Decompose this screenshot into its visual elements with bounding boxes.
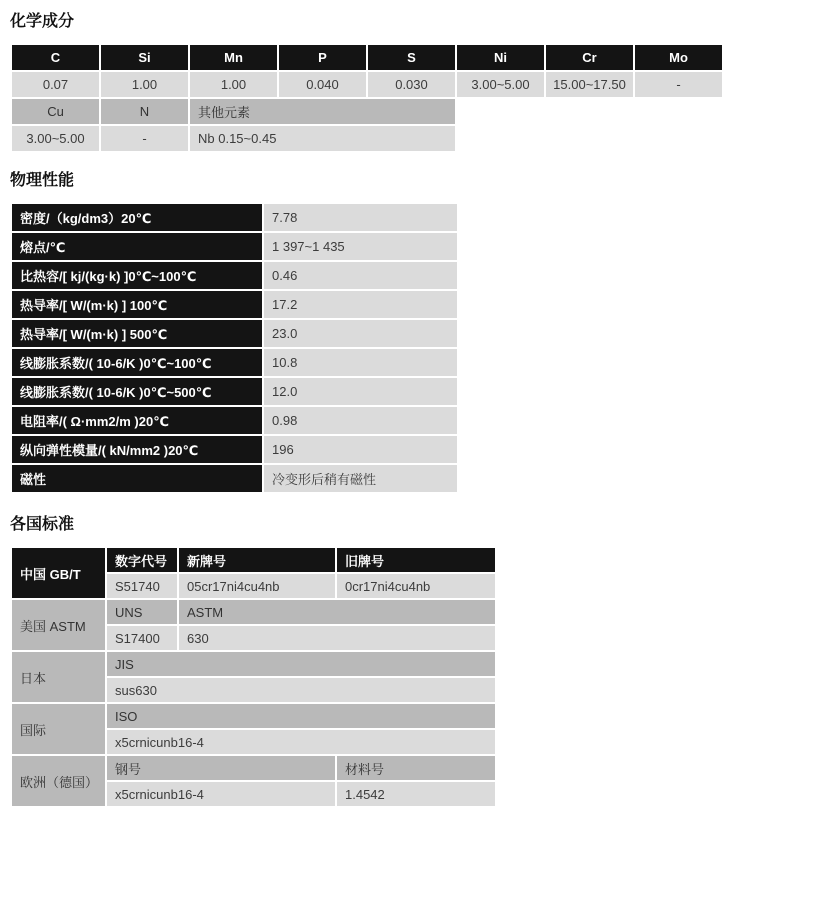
section-gap [10, 153, 830, 171]
chem-subvalue-n: - [100, 125, 189, 152]
physical-row [11, 261, 458, 290]
physical-row [11, 232, 458, 261]
physical-label: 电阻率/( Ω·mm2/m )20℃ [11, 406, 263, 435]
chem-value-c: 0.07 [11, 71, 100, 98]
physical-label: 热导率/[ W/(m·k) ] 100℃ [11, 290, 263, 319]
physical-value: 12.0 [263, 377, 458, 406]
chem-subheader-other: 其他元素 [189, 98, 456, 125]
standards-header-cell: 材料号 [336, 755, 496, 781]
standards-row [11, 547, 496, 573]
physical-row [11, 203, 458, 232]
standards-row [11, 599, 496, 625]
standards-header-cell: JIS [106, 651, 496, 677]
chemical-section-title: 化学成分 [10, 13, 75, 30]
standards-value-cell: S17400 [106, 625, 178, 651]
chem-header-c: C [11, 44, 100, 71]
standards-row [11, 651, 496, 677]
chem-value-mo: - [634, 71, 723, 98]
standards-value-cell: S51740 [106, 573, 178, 599]
standards-region-europe: 欧洲（德国） [11, 755, 106, 807]
chem-subheader-cu: Cu [11, 98, 100, 125]
physical-label: 密度/（kg/dm3）20℃ [11, 203, 263, 232]
chem-subheader-n: N [100, 98, 189, 125]
physical-value: 196 [263, 435, 458, 464]
physical-value: 0.98 [263, 406, 458, 435]
standards-section-title: 各国标准 [10, 516, 75, 533]
standards-value-cell: 1.4542 [336, 781, 496, 807]
physical-row [11, 377, 458, 406]
standards-value-cell: 630 [178, 625, 496, 651]
chem-subvalue-row [11, 125, 723, 152]
physical-value: 0.46 [263, 261, 458, 290]
chemical-composition-table [10, 43, 724, 153]
physical-label: 熔点/℃ [11, 232, 263, 261]
chem-value-mn: 1.00 [189, 71, 278, 98]
standards-header-cell: 数字代号 [106, 547, 178, 573]
standards-header-cell: UNS [106, 599, 178, 625]
physical-properties-table [10, 202, 459, 494]
physical-value: 7.78 [263, 203, 458, 232]
physical-value: 23.0 [263, 319, 458, 348]
physical-row [11, 290, 458, 319]
standards-region-usa: 美国 ASTM [11, 599, 106, 651]
chem-header-p: P [278, 44, 367, 71]
standards-value-cell: x5crnicunb16-4 [106, 781, 336, 807]
standards-region-japan: 日本 [11, 651, 106, 703]
chem-header-mn: Mn [189, 44, 278, 71]
standards-region-china: 中国 GB/T [11, 547, 106, 599]
chem-value-p: 0.040 [278, 71, 367, 98]
physical-label: 比热容/[ kj/(kg·k) ]0℃~100℃ [11, 261, 263, 290]
standards-header-cell: 旧牌号 [336, 547, 496, 573]
physical-row [11, 435, 458, 464]
physical-label: 线膨胀系数/( 10-6/K )0℃~100℃ [11, 348, 263, 377]
standards-value-cell: x5crnicunb16-4 [106, 729, 496, 755]
physical-value: 10.8 [263, 348, 458, 377]
chem-blank-cell [456, 98, 723, 125]
physical-value: 冷变形后稍有磁性 [263, 464, 458, 493]
physical-label: 线膨胀系数/( 10-6/K )0℃~500℃ [11, 377, 263, 406]
standards-value-cell: 05cr17ni4cu4nb [178, 573, 336, 599]
chem-subheader-row [11, 98, 723, 125]
physical-row [11, 319, 458, 348]
chem-value-s: 0.030 [367, 71, 456, 98]
chem-header-si: Si [100, 44, 189, 71]
physical-value: 17.2 [263, 290, 458, 319]
chem-value-row [11, 71, 723, 98]
standards-value-cell: 0cr17ni4cu4nb [336, 573, 496, 599]
chem-value-si: 1.00 [100, 71, 189, 98]
physical-label: 磁性 [11, 464, 263, 493]
physical-row [11, 348, 458, 377]
physical-row [11, 406, 458, 435]
chem-value-cr: 15.00~17.50 [545, 71, 634, 98]
standards-value-cell: sus630 [106, 677, 496, 703]
chem-header-ni: Ni [456, 44, 545, 71]
national-standards-table [10, 546, 497, 808]
chem-header-row [11, 44, 723, 71]
section-gap [10, 494, 830, 515]
chem-subvalue-other: Nb 0.15~0.45 [189, 125, 456, 152]
chem-value-ni: 3.00~5.00 [456, 71, 545, 98]
physical-label: 热导率/[ W/(m·k) ] 500℃ [11, 319, 263, 348]
standards-header-cell: ASTM [178, 599, 496, 625]
physical-label: 纵向弹性模量/( kN/mm2 )20℃ [11, 435, 263, 464]
standards-row [11, 755, 496, 781]
standards-header-cell: 新牌号 [178, 547, 336, 573]
physical-section-title: 物理性能 [10, 172, 75, 189]
chem-header-cr: Cr [545, 44, 634, 71]
standards-row [11, 703, 496, 729]
chem-header-mo: Mo [634, 44, 723, 71]
standards-header-cell: 钢号 [106, 755, 336, 781]
chem-blank-cell [456, 125, 723, 152]
standards-header-cell: ISO [106, 703, 496, 729]
chem-header-s: S [367, 44, 456, 71]
physical-value: 1 397~1 435 [263, 232, 458, 261]
chem-subvalue-cu: 3.00~5.00 [11, 125, 100, 152]
physical-row [11, 464, 458, 493]
standards-region-international: 国际 [11, 703, 106, 755]
